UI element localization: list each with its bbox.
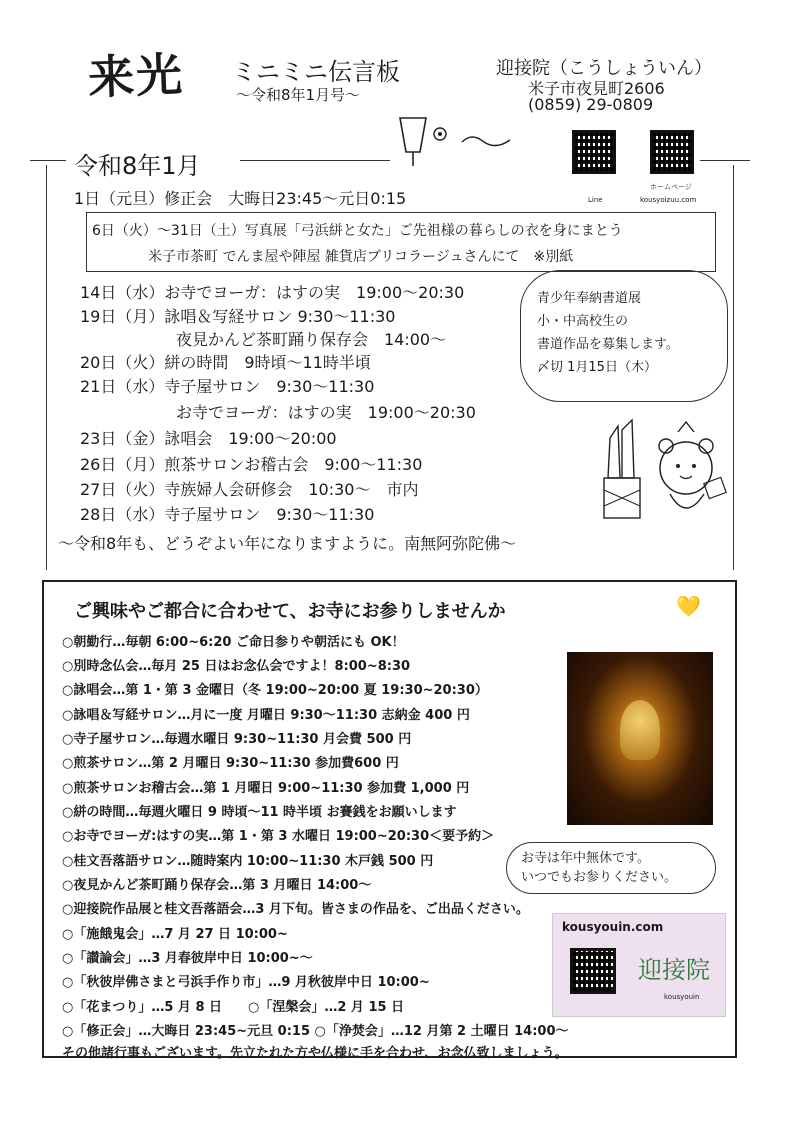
- info-item: ○お寺でヨーガ:はすの実…第 1・第 3 水曜日 19:00~20:30＜要予約＞: [62, 829, 495, 844]
- lantern-flower-illustration: [392, 112, 522, 172]
- box-title: ご興味やご都合に合わせて、お寺にお参りしませんか: [74, 601, 506, 622]
- homepage-url[interactable]: kousyoizuu.com: [640, 196, 697, 204]
- callout-line: 書道作品を募集します。: [537, 337, 679, 352]
- info-item: ○「讃論会」…3 月春彼岸中日 10:00~～: [62, 951, 313, 966]
- temple-tel: (0859) 29-0809: [528, 95, 654, 114]
- schedule-item: 1日（元旦）修正会 大晦日23:45〜元日0:15: [74, 189, 407, 208]
- schedule-item: 20日（火）絣の時間 9時頃〜11時半頃: [80, 353, 371, 372]
- info-item: ○寺子屋サロン…毎週水曜日 9:30~11:30 月会費 500 円: [62, 732, 412, 747]
- info-item: ○桂文吾落語サロン…随時案内 10:00~11:30 木戸銭 500 円: [62, 854, 434, 869]
- info-item: ○詠唱会…第 1・第 3 金曜日（冬 19:00~20:00 夏 19:30~20:30）: [62, 683, 488, 698]
- callout-line: 小・中高校生の: [537, 314, 629, 329]
- buddha-figure: [620, 700, 660, 760]
- schedule-item: 米子市茶町 でんま屋や陣屋 雑貨店ブリコラージュさんにて ※別紙: [148, 249, 574, 265]
- info-item: ○「施餓鬼会」…7 月 27 日 10:00~: [62, 927, 288, 942]
- website-url[interactable]: kousyouin.com: [562, 920, 664, 934]
- schedule-item: 26日（月）煎茶サロンお稽古会 9:00〜11:30: [80, 455, 423, 474]
- line-qr-label: Line: [588, 196, 603, 204]
- schedule-item: 28日（水）寺子屋サロン 9:30〜11:30: [80, 505, 375, 524]
- callout-line: 〆切 1月15日（木）: [537, 360, 657, 375]
- info-item: ○別時念仏会…毎月 25 日はお念仏会ですよ！8:00~8:30: [62, 659, 411, 674]
- callout-line: 青少年奉納書道展: [537, 291, 642, 306]
- month-title: 令和8年1月: [74, 152, 201, 180]
- note-line: お寺は年中無休です。: [521, 851, 650, 866]
- info-item: ○迎接院作品展と桂文吾落語会…3 月下旬。皆さまの作品を、ご出品ください。: [62, 902, 529, 917]
- schedule-item: 19日（月）詠唱＆写経サロン 9:30〜11:30: [80, 307, 396, 326]
- temple-address: 米子市夜見町2606: [528, 79, 665, 98]
- website-qr-code[interactable]: [570, 948, 616, 994]
- kadomatsu-bear-illustration: [590, 418, 730, 530]
- info-item: その他諸行事もございます。先立たれた方や仏様に手を合わせ、お念仏致しましょう。: [62, 1046, 568, 1061]
- schedule-item: 夜見かんど茶町踊り保存会 14:00〜: [176, 330, 447, 349]
- temple-name: 迎接院（こうしょういん）: [496, 58, 712, 79]
- homepage-qr-label: ホームページ: [650, 183, 692, 191]
- new-year-greeting: 〜令和8年も、どうぞよい年になりますように。南無阿弥陀佛〜: [58, 534, 517, 553]
- heart-icon: 💛: [676, 594, 701, 618]
- newsletter-subtitle: ミニミニ伝言板: [232, 58, 400, 86]
- note-line: いつでもお参りください。: [521, 870, 678, 885]
- info-item: ○煎茶サロンお稽古会…第 1 月曜日 9:00~11:30 参加費 1,000 円: [62, 781, 470, 796]
- open-every-day-note: [506, 842, 716, 894]
- schedule-item: 14日（水）お寺でヨーガ：はすの実 19:00〜20:30: [80, 283, 465, 302]
- newsletter-logo: 来光: [87, 47, 186, 105]
- schedule-item: 23日（金）詠唱会 19:00〜20:00: [80, 429, 337, 448]
- info-item: ○「秋彼岸佛さまと弓浜手作り市」…9 月秋彼岸中日 10:00~: [62, 975, 430, 990]
- issue-label: 〜令和8年1月号〜: [236, 86, 361, 104]
- info-item: ○絣の時間…毎週火曜日 9 時頃～11 時半頃 お賽銭をお願いします: [62, 805, 457, 820]
- calligraphy-callout: [520, 270, 728, 402]
- info-item: ○詠唱＆写経サロン…月に一度 月曜日 9:30～11:30 志納金 400 円: [62, 708, 470, 723]
- info-item: ○「修正会」…大晦日 23:45~元旦 0:15 ○「浄焚会」…12 月第 2 土曜日 14:00～: [62, 1024, 569, 1039]
- temple-logo-sub: kousyouin: [664, 993, 700, 1001]
- schedule-item: 27日（火）寺族婦人会研修会 10:30〜 市内: [80, 480, 419, 499]
- temple-logo: 迎接院: [638, 956, 710, 984]
- info-item: ○夜見かんど茶町踊り保存会…第 3 月曜日 14:00～: [62, 878, 372, 893]
- schedule-item: 6日（火）〜31日（土）写真展「弓浜絣と女た」ご先祖様の暮らしの衣を身にまとう: [92, 223, 623, 239]
- schedule-item: お寺でヨーガ：はすの実 19:00〜20:30: [176, 403, 476, 422]
- info-item: ○煎茶サロン…第 2 月曜日 9:30~11:30 参加費600 円: [62, 756, 399, 771]
- info-item: ○朝勤行…毎朝 6:00~6:20 ご命日参りや朝活にも OK！: [62, 635, 405, 650]
- info-item: ○「花まつり」…5 月 8 日 ○「涅槃会」…2 月 15 日: [62, 1000, 405, 1015]
- schedule-item: 21日（水）寺子屋サロン 9:30〜11:30: [80, 377, 375, 396]
